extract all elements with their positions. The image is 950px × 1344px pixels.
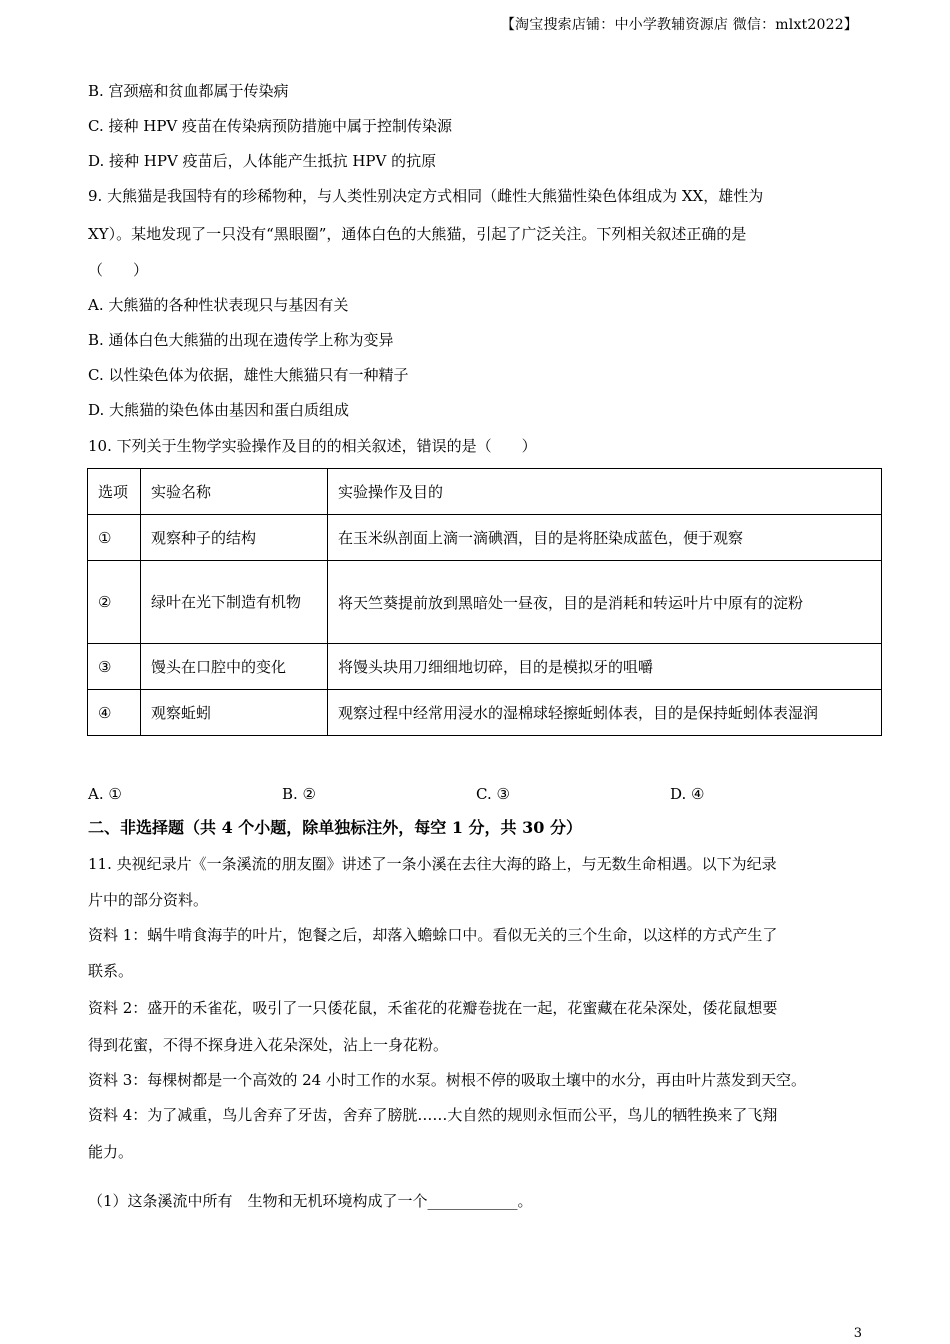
q11-stem-line2: 片中的部分资料。 [88, 891, 209, 909]
material-4-line2: 能力。 [88, 1143, 134, 1161]
material-2-line2: 得到花蜜，不得不探身进入花朵深处，沾上一身花粉。 [88, 1036, 449, 1054]
table-cell: ④ [88, 690, 141, 736]
q9-option-d: D. 大熊猫的染色体由基因和蛋白质组成 [88, 401, 350, 419]
table-cell: ① [88, 515, 141, 561]
material-1-line2: 联系。 [88, 962, 134, 980]
table-cell: 将馒头块用刀细细地切碎，目的是模拟牙的咀嚼 [328, 644, 882, 690]
page-header: 【淘宝搜索店铺：中小学教辅资源店 微信：mlxt2022】 [500, 17, 858, 33]
table-header-cell: 选项 [88, 469, 141, 515]
table-cell: 绿叶在光下制造有机物 [141, 561, 328, 644]
q9-stem-line1: 9. 大熊猫是我国特有的珍稀物种，与人类性别决定方式相同（雌性大熊猫性染色体组成为 XX，雄性为 [88, 187, 764, 205]
q9-option-a: A. 大熊猫的各种性状表现只与基因有关 [88, 296, 349, 314]
q10-stem: 10. 下列关于生物学实验操作及目的的相关叙述，错误的是（ ） [88, 437, 537, 455]
q9-option-c: C. 以性染色体为依据，雄性大熊猫只有一种精子 [88, 366, 409, 384]
q10-option-b: B. ② [282, 785, 317, 803]
material-3: 资料 3：每棵树都是一个高效的 24 小时工作的水泵。树根不停的吸取土壤中的水分，再由叶片蒸发到天空。 [88, 1071, 806, 1089]
table-row [88, 644, 882, 690]
q10-option-c: C. ③ [476, 785, 510, 803]
table-cell: 在玉米纵剖面上滴一滴碘酒，目的是将胚染成蓝色，便于观察 [328, 515, 882, 561]
material-1-line1: 资料 1：蜗牛啃食海芋的叶片，饱餐之后，却落入蟾蜍口中。看似无关的三个生命，以这样的方式产生了 [88, 926, 778, 944]
table-row [88, 561, 882, 644]
q8-option-b: B. 宫颈癌和贫血都属于传染病 [88, 82, 289, 100]
table-cell: ② [88, 561, 141, 644]
table-row [88, 690, 882, 736]
material-4-line1: 资料 4：为了减重，鸟儿舍弃了牙齿，舍弃了膀胱……大自然的规则永恒而公平，鸟儿的牺牲换来了飞翔 [88, 1106, 778, 1124]
table-cell: 观察种子的结构 [141, 515, 328, 561]
q10-option-d: D. ④ [670, 785, 705, 803]
table-header-cell: 实验名称 [141, 469, 328, 515]
experiment-table [87, 468, 882, 736]
q11-stem-line1: 11. 央视纪录片《一条溪流的朋友圈》讲述了一条小溪在去往大海的路上，与无数生命相遇。以下为纪录 [88, 855, 777, 873]
table-cell: 馒头在口腔中的变化 [141, 644, 328, 690]
section-heading: 二、非选择题（共 4 个小题，除单独标注外，每空 1 分，共 30 分） [88, 818, 582, 837]
table-header-cell: 实验操作及目的 [328, 469, 882, 515]
table-cell: 将天竺葵提前放到黑暗处一昼夜，目的是消耗和转运叶片中原有的淀粉 [328, 561, 882, 644]
material-2-line1: 资料 2：盛开的禾雀花，吸引了一只倭花鼠，禾雀花的花瓣卷拢在一起，花蜜藏在花朵深处，倭花鼠想要 [88, 999, 778, 1017]
q9-stem-line2: XY）。某地发现了一只没有“黑眼圈”，通体白色的大熊猫，引起了广泛关注。下列相关叙述正确的是 [88, 225, 747, 243]
table-header-row [88, 469, 882, 515]
page-number: 3 [853, 1326, 862, 1341]
table-cell: ③ [88, 644, 141, 690]
q11-subquestion-1: （1）这条溪流中所有 生物和无机环境构成了一个____________。 [88, 1192, 533, 1210]
q8-option-d: D. 接种 HPV 疫苗后，人体能产生抵抗 HPV 的抗原 [88, 152, 437, 170]
table-cell: 观察过程中经常用浸水的湿棉球轻擦蚯蚓体表，目的是保持蚯蚓体表湿润 [328, 690, 882, 736]
q9-stem-line3: （ ） [88, 261, 149, 279]
q9-option-b: B. 通体白色大熊猫的出现在遗传学上称为变异 [88, 331, 394, 349]
table-cell: 观察蚯蚓 [141, 690, 328, 736]
table-row [88, 515, 882, 561]
q8-option-c: C. 接种 HPV 疫苗在传染病预防措施中属于控制传染源 [88, 117, 453, 135]
q10-option-a: A. ① [88, 785, 122, 803]
